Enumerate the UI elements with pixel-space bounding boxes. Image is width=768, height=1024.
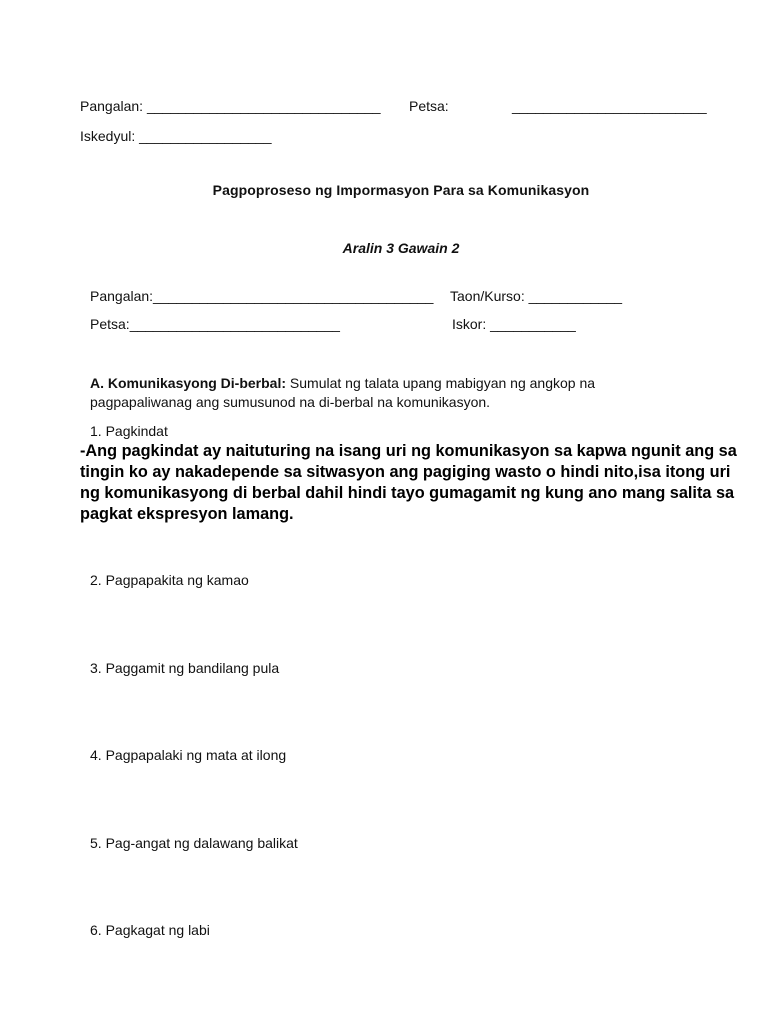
form-course-field: Taon/Kurso: ____________ [450, 288, 623, 304]
item-1: 1. Pagkindat [90, 423, 168, 439]
page-subtitle: Aralin 3 Gawain 2 [342, 240, 460, 256]
item-2: 2. Pagpapakita ng kamao [90, 572, 249, 588]
answer-1: -Ang pagkindat ay naituturing na isang uri ng komunikasyon sa kapwa ngunit ang sa tingin ko ay nakadepende sa sitwasyon ang pagiging wasto o hindi nito,isa itong uri ng komunikasyong di berbal dahil hindi tayo gumagamit ng kung ano mang salita sa pagkat ekspresyon lamang. [80, 442, 737, 523]
page-title: Pagpoproseso ng Impormasyon Para sa Komunikasyon [212, 182, 590, 198]
header-date-label: Petsa: [409, 98, 449, 114]
section-a-instructions [90, 374, 690, 412]
section-a-label: A. Komunikasyong Di-berbal: [90, 375, 287, 391]
header-name-line: Pangalan: ______________________________ [80, 98, 381, 114]
form-date-field: Petsa:___________________________ [90, 316, 340, 332]
item-5: 5. Pag-angat ng dalawang balikat [90, 835, 298, 851]
section-a-text: Sumulat ng talata upang mabigyan ng angkop na pagpapaliwanag ang sumusunod na di-berbal na komunikasyon. [90, 375, 596, 410]
header-date-blank: _________________________ [512, 98, 707, 114]
item-4: 4. Pagpapalaki ng mata at ilong [90, 747, 287, 763]
header-schedule-line: Iskedyul: _________________ [80, 128, 272, 144]
form-score-field: Iskor: ___________ [452, 316, 576, 332]
item-6: 6. Pagkagat ng labi [90, 922, 210, 938]
item-3: 3. Paggamit ng bandilang pula [90, 660, 280, 676]
form-name-field: Pangalan:____________________________________ [90, 288, 434, 304]
